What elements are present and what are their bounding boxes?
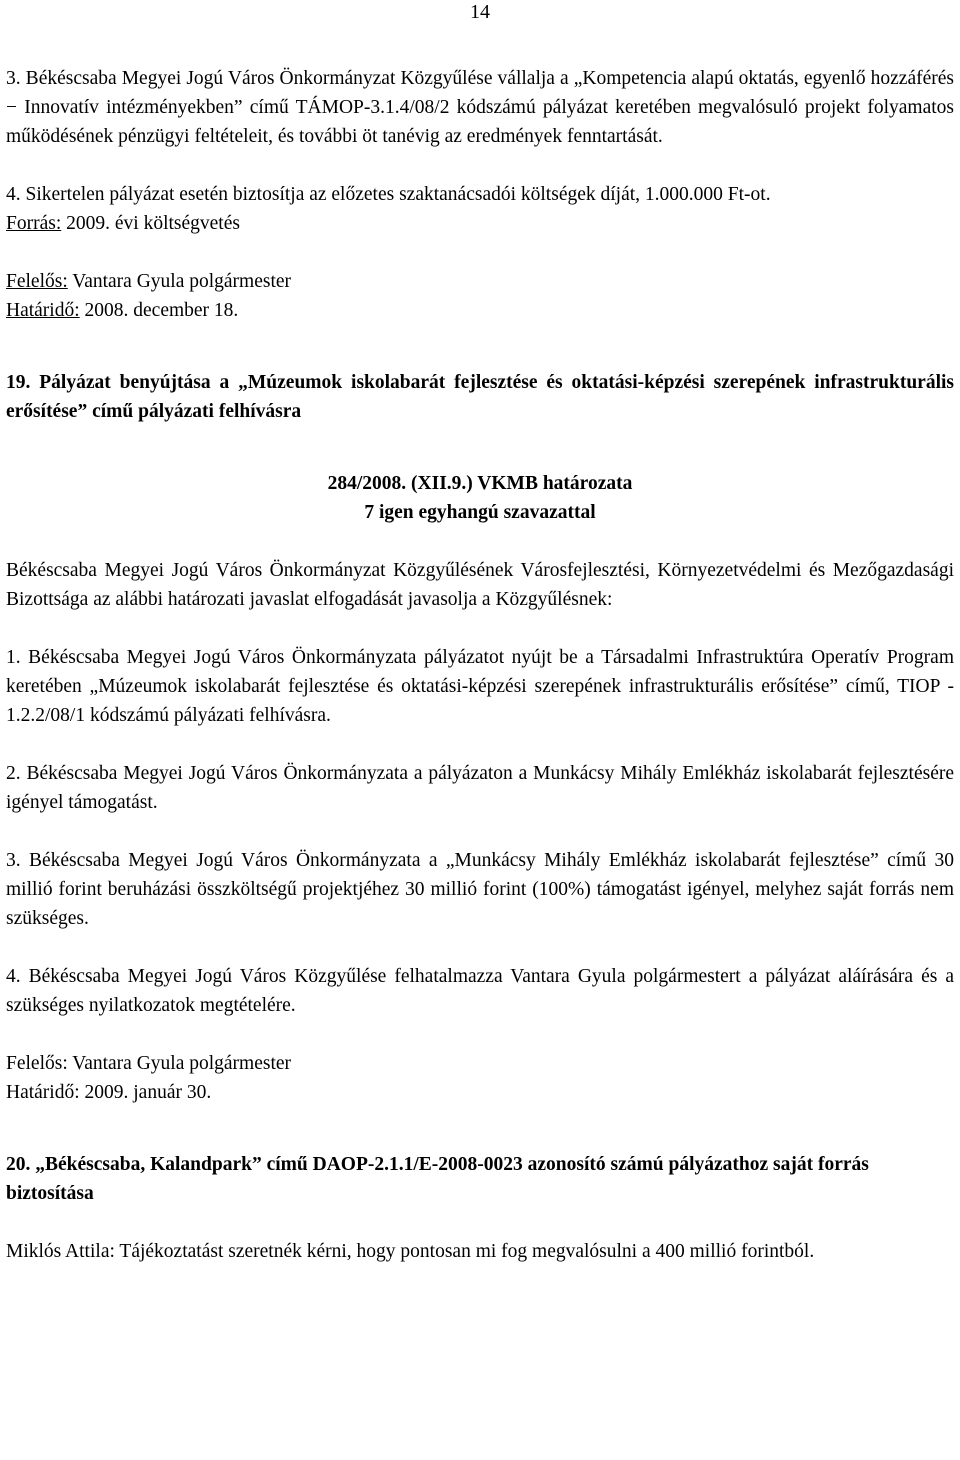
source-value: 2009. évi költségvetés <box>61 213 240 234</box>
source-label: Forrás: <box>6 213 62 234</box>
responsible-label: Felelős: <box>6 271 68 292</box>
decision-item-3: 3. Békéscsaba Megyei Jogú Város Önkormányzat Közgyűlése vállalja a „Kompetencia alapú oktatás, egyenlő hozzáférés − Innovatív intézményekben” című TÁMOP-3.1.4/08/2 kódszámú pályázat keretében megvalósuló projekt folyamatos működésének pénzügyi feltételeit, és további öt tanévig az eredmények fenntartását. <box>6 68 954 147</box>
responsible-value: Vantara Gyula polgármester <box>67 271 292 292</box>
section-19-responsible: Felelős: Vantara Gyula polgármester <box>6 1053 292 1074</box>
section-19-heading: 19. Pályázat benyújtása a „Múzeumok iskolabarát fejlesztése és oktatási-képzési szerepének infrastrukturális erősítése” című pályázati felhívásra <box>6 372 954 422</box>
resolution-point-3: 3. Békéscsaba Megyei Jogú Város Önkormányzata a „Munkácsy Mihály Emlékház iskolabarát fejlesztése” című 30 millió forint beruházási összköltségű projektjéhez 30 millió forint (100%) támogatást igényel, melyhez saját forrás nem szükséges. <box>6 850 954 929</box>
section-19-deadline: Határidő: 2009. január 30. <box>6 1082 212 1103</box>
deadline-label: Határidő: <box>6 300 80 321</box>
resolution-point-2: 2. Békéscsaba Megyei Jogú Város Önkormányzata a pályázaton a Munkácsy Mihály Emlékház iskolabarát fejlesztésére igényel támogatást. <box>6 763 954 813</box>
deadline-value: 2008. december 18. <box>79 300 239 321</box>
resolution-point-1: 1. Békéscsaba Megyei Jogú Város Önkormányzata pályázatot nyújt be a Társadalmi Infrastruktúra Operatív Program keretében „Múzeumok iskolabarát fejlesztése és oktatási-képzési szerepének infrastrukturális erősítése” című, TIOP - 1.2.2/08/1 kódszámú pályázati felhívásra. <box>6 647 954 726</box>
committee-intro: Békéscsaba Megyei Jogú Város Önkormányzat Közgyűlésének Városfejlesztési, Környezetvédelmi és Mezőgazdasági Bizottsága az alábbi határozati javaslat elfogadását javasolja a Közgyűlésnek: <box>6 560 954 610</box>
source-line <box>6 209 954 238</box>
resolution-number: 284/2008. (XII.9.) VKMB határozata <box>327 473 633 494</box>
speaker-statement: Miklós Attila: Tájékoztatást szeretnék kérni, hogy pontosan mi fog megvalósulni a 400 millió forintból. <box>6 1241 815 1262</box>
vote-result: 7 igen egyhangú szavazattal <box>364 502 596 523</box>
deadline-line <box>6 296 954 325</box>
decision-item-4: 4. Sikertelen pályázat esetén biztosítja az előzetes szaktanácsadói költségek díját, 1.000.000 Ft-ot. <box>6 184 771 205</box>
page-number: 14 <box>470 1 490 23</box>
section-20-heading: 20. „Békéscsaba, Kalandpark” című DAOP-2.1.1/E-2008-0023 azonosító számú pályázathoz saját forrás biztosítása <box>6 1154 869 1204</box>
responsible-line <box>6 267 954 296</box>
resolution-point-4: 4. Békéscsaba Megyei Jogú Város Közgyűlése felhatalmazza Vantara Gyula polgármestert a pályázat aláírására és a szükséges nyilatkozatok megtételére. <box>6 966 954 1016</box>
document-body <box>6 64 954 1266</box>
